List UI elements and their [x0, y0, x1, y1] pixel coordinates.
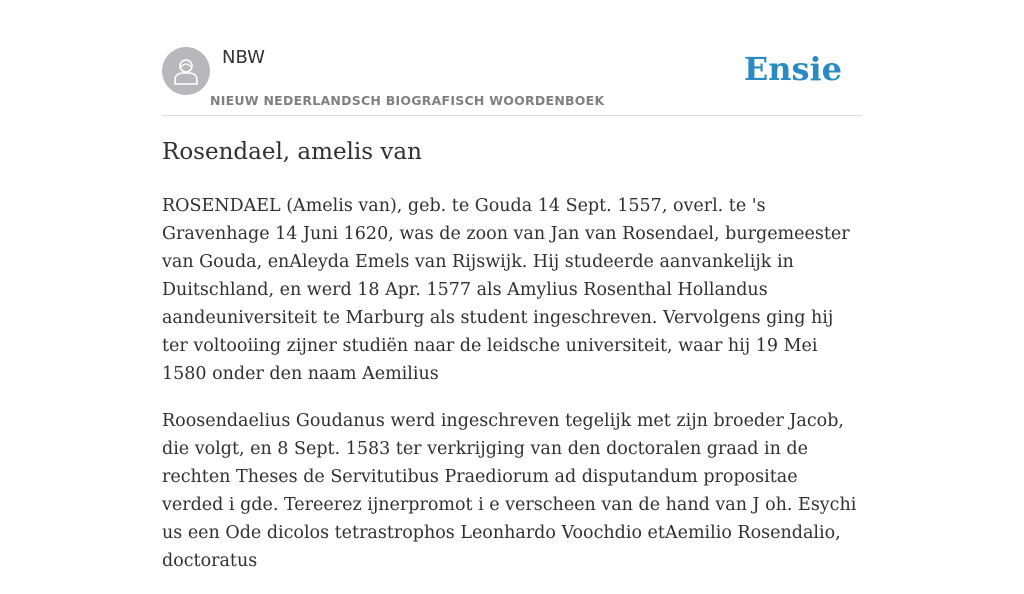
source-header [162, 46, 862, 116]
source-subtitle: NIEUW NEDERLANDSCH BIOGRAFISCH WOORDENBOEK [210, 93, 605, 108]
article-paragraph: ROSENDAEL (Amelis van), geb. te Gouda 14 Sept. 1557, overl. te 's Gravenhage 14 Juni 1620, was de zoon van Jan van Rosendael, burgemeester van Gouda, enAleyda Emels van Rijswijk. Hij studeerde aanvankelijk in Duitschland, en werd 18 Apr. 1577 als Amylius Rosenthal Hollandus aandeuniversiteit te Marburg als student ingeschreven. Vervolgens ging hij ter voltooiing zijner studiën naar de leidsche universiteit, waar hij 19 Mei 1580 onder den naam Aemilius [162, 196, 850, 384]
page-title: Rosendael, amelis van [162, 139, 422, 165]
article-body [162, 192, 862, 594]
ensie-logo-link[interactable]: Ensie [743, 50, 842, 88]
article-paragraph: Roosendaelius Goudanus werd ingeschreven tegelijk met zijn broeder Jacob, die volgt, en 8 Sept. 1583 ter verkrijging van den doctoralen graad in de rechten Theses de Servitutibus Praediorum ad disputandum propositae verded i gde. Tereerez ijnerpromot i e verscheen van de hand van J oh. Esychi us een Ode dicolos tetrastrophos Leonhardo Voochdio etAemilio Rosendalio, doctoratus [162, 411, 857, 571]
source-avatar[interactable] [162, 47, 210, 95]
source-name[interactable]: NBW [222, 47, 265, 68]
user-avatar-icon [173, 57, 199, 85]
